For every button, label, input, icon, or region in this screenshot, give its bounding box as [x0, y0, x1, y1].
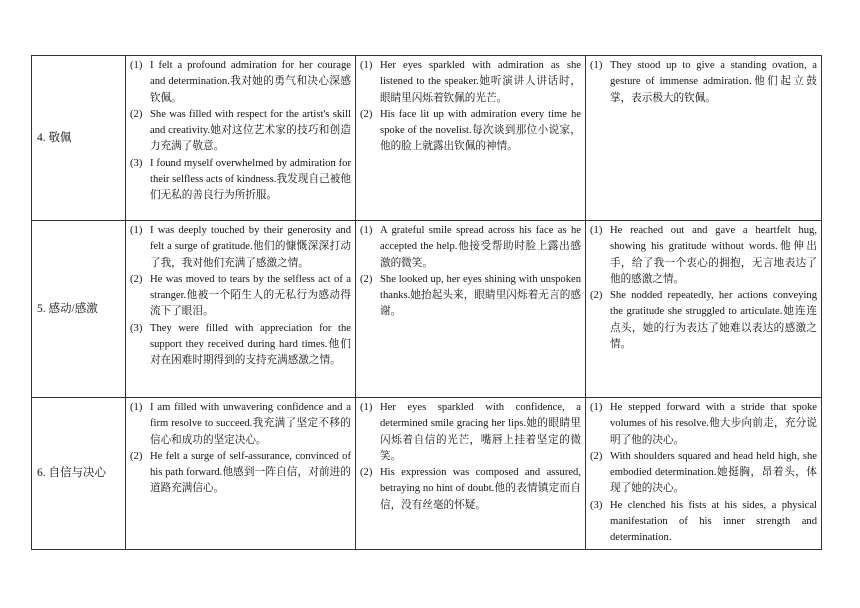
list-item — [360, 107, 581, 156]
row-label: 6. 自信与决心 — [32, 398, 126, 550]
item-text: He reached out and gave a heartfelt hug, showing his gratitude without words.他伸出手，给了我一个衷心的拥抱，无言地表达了他的感激之情。 — [610, 225, 817, 285]
list-item — [130, 400, 351, 449]
table-cell — [126, 221, 356, 398]
list-item — [360, 272, 581, 321]
example-list — [360, 400, 581, 514]
example-list — [590, 400, 817, 547]
item-number: (1) — [360, 225, 373, 236]
example-list — [130, 58, 351, 205]
item-number: (1) — [590, 225, 603, 236]
list-item — [130, 156, 351, 205]
item-text: They stood up to give a standing ovation, a gesture of immense admiration.他们起立鼓掌，表示极大的钦佩。 — [610, 60, 817, 104]
example-list — [130, 400, 351, 498]
item-text: I felt a profound admiration for her courage and determination.我对她的勇气和决心深感钦佩。 — [150, 60, 351, 104]
item-text: With shoulders squared and head held high, she embodied determination.她挺胸，昂着头，体现了她的决心。 — [610, 450, 817, 495]
example-list — [590, 58, 817, 107]
list-item — [590, 58, 817, 107]
item-text: I was deeply touched by their generosity and felt a surge of gratitude.他们的慷慨深深打动了我，我对他们充满了感激之情。 — [150, 225, 351, 269]
table-cell — [356, 56, 586, 221]
list-item — [590, 288, 817, 353]
item-number: (1) — [130, 225, 143, 236]
item-number: (2) — [130, 450, 143, 462]
item-text: He stepped forward with a stride that spoke volumes of his resolve.他大步向前走，充分说明了他的决心。 — [610, 402, 817, 446]
item-text: I am filled with unwavering confidence and a firm resolve to succeed.我充满了坚定不移的信心和成功的坚定决心。 — [150, 402, 351, 446]
item-number: (1) — [590, 402, 603, 413]
list-item — [360, 58, 581, 107]
item-text: She looked up, her eyes shining with unspoken thanks.她抬起头来，眼睛里闪烁着无言的感谢。 — [380, 273, 581, 318]
item-text: She was filled with respect for the artist's skill and creativity.她对这位艺术家的技巧和创造力充满了敬意。 — [150, 108, 351, 153]
item-number: (2) — [130, 108, 143, 120]
item-text: A grateful smile spread across his face as he accepted the help.他接受帮助时脸上露出感激的微笑。 — [380, 225, 581, 269]
list-item — [130, 223, 351, 272]
item-number: (2) — [360, 273, 373, 285]
item-text: Her eyes sparkled with confidence, a determined smile gracing her lips.她的眼睛里闪烁着自信的光芒，嘴唇上挂着坚定的微笑。 — [380, 402, 581, 462]
row-label: 5. 感动/感激 — [32, 221, 126, 398]
table-cell — [586, 221, 822, 398]
table-cell — [586, 398, 822, 550]
item-number: (1) — [360, 402, 373, 413]
example-list — [130, 223, 351, 370]
table-cell — [356, 221, 586, 398]
item-text: His expression was composed and assured, betraying no hint of doubt.他的表情镇定而自信，没有丝毫的怀疑。 — [380, 467, 581, 511]
item-text: His face lit up with admiration every time he spoke of the novelist.每次谈到那位小说家，他的脸上就露出钦佩的神情。 — [380, 108, 581, 153]
table-cell — [586, 56, 822, 221]
item-number: (2) — [590, 450, 603, 462]
row-label: 4. 敬佩 — [32, 56, 126, 221]
item-text: They were filled with appreciation for the support they received during hard times.他们对在困难时期得到的支持充满感激之情。 — [150, 322, 351, 367]
item-number: (1) — [360, 60, 373, 71]
item-number: (2) — [130, 273, 143, 285]
item-number: (3) — [130, 157, 143, 169]
item-number: (1) — [130, 402, 143, 413]
item-text: He was moved to tears by the selfless act of a stranger.他被一个陌生人的无私行为感动得流下了眼泪。 — [150, 273, 351, 318]
list-item — [590, 400, 817, 449]
list-item — [360, 223, 581, 272]
item-number: (1) — [590, 60, 603, 71]
list-item — [130, 449, 351, 498]
table-row — [32, 221, 822, 398]
list-item — [590, 223, 817, 288]
item-number: (3) — [130, 322, 143, 334]
list-item — [130, 107, 351, 156]
list-item — [130, 58, 351, 107]
example-list — [590, 223, 817, 353]
table-cell — [126, 56, 356, 221]
item-text: He felt a surge of self-assurance, convinced of his path forward.他感到一阵自信，对前进的道路充满信心。 — [150, 450, 351, 495]
list-item — [130, 321, 351, 370]
item-text: He clenched his fists at his sides, a physical manifestation of his inner strength and determination. — [610, 499, 817, 544]
item-number: (1) — [130, 60, 143, 71]
item-number: (2) — [360, 108, 373, 120]
example-list — [360, 58, 581, 156]
table-row — [32, 56, 822, 221]
list-item — [590, 449, 817, 498]
item-number: (2) — [590, 290, 603, 302]
list-item — [590, 498, 817, 547]
item-text: I found myself overwhelmed by admiration for their selfless acts of kindness.我发现自己被他们无私的善良行为所折服。 — [150, 157, 351, 202]
emotion-phrases-table — [31, 55, 822, 550]
table-cell — [356, 398, 586, 550]
list-item — [130, 272, 351, 321]
item-number: (2) — [360, 467, 373, 479]
item-text: Her eyes sparkled with admiration as she listened to the speaker.她听演讲人讲话时，眼睛里闪烁着钦佩的光芒。 — [380, 60, 581, 104]
item-number: (3) — [590, 499, 603, 511]
item-text: She nodded repeatedly, her actions conveying the gratitude she struggled to articulate.她连连点头，她的行为表达了她难以表达的感激之情。 — [610, 290, 817, 351]
example-list — [360, 223, 581, 321]
list-item — [360, 400, 581, 465]
list-item — [360, 465, 581, 514]
table-row — [32, 398, 822, 550]
table-cell — [126, 398, 356, 550]
